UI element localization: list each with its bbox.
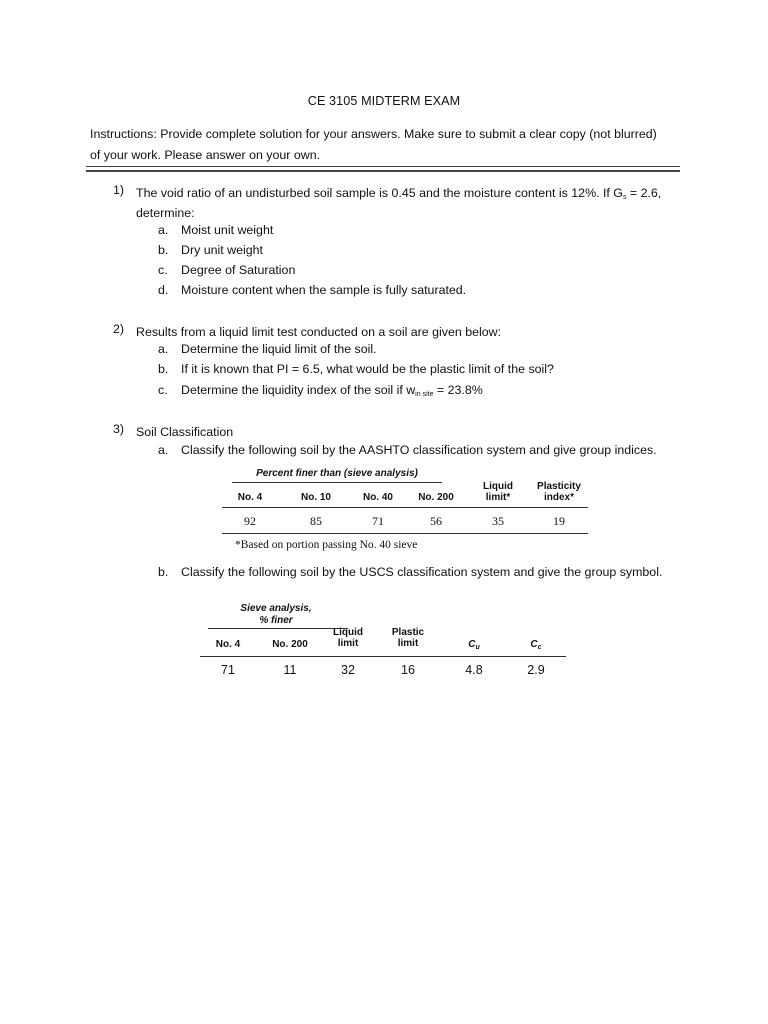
- header-line: index*: [543, 492, 574, 503]
- header-line: limit: [337, 638, 359, 649]
- col-header-cu: [448, 639, 500, 650]
- sub-letter: a.: [158, 443, 169, 457]
- header-symbol: C: [530, 639, 538, 650]
- question-stem: Soil Classification: [136, 425, 234, 439]
- col-header: No. 200: [272, 639, 308, 650]
- sub-question: [158, 243, 263, 257]
- sub-question: [158, 362, 554, 376]
- header-line: Plasticity: [537, 481, 581, 492]
- col-header-plastic-limit: [382, 627, 434, 649]
- header-line: limit*: [485, 492, 511, 503]
- col-header: No. 4: [237, 492, 263, 503]
- col-header: No. 4: [215, 639, 241, 650]
- sub-text: Determine the liquid limit of the soil.: [181, 342, 377, 356]
- divider-thick: [86, 170, 680, 172]
- question-stem: Results from a liquid limit test conducted on a soil are given below:: [136, 325, 502, 339]
- sub-text: Degree of Saturation: [181, 263, 296, 277]
- header-line: Plastic: [391, 627, 425, 638]
- header-line: limit: [397, 638, 419, 649]
- col-header-liquid-limit: [322, 627, 374, 649]
- table-footnote: *Based on portion passing No. 40 sieve: [235, 539, 418, 551]
- col-header: No. 40: [362, 492, 393, 503]
- sub-letter: c.: [158, 383, 168, 397]
- table-cell: 71: [221, 663, 235, 677]
- sub-letter: a.: [158, 223, 169, 237]
- table-cell: 32: [341, 663, 355, 677]
- table-cell: 11: [283, 663, 297, 677]
- header-line: Liquid: [333, 627, 363, 638]
- caption-line: % finer: [259, 615, 293, 626]
- table-cell: 85: [310, 514, 322, 528]
- sub-letter: b.: [158, 362, 169, 376]
- sub-letter: a.: [158, 342, 169, 356]
- table-cell: 92: [244, 514, 256, 528]
- sub-letter: b.: [158, 243, 169, 257]
- stem-text-line-2: determine:: [136, 206, 195, 220]
- table-caption: Percent finer than (sieve analysis): [256, 468, 418, 479]
- instructions-line-2: of your work. Please answer on your own.: [90, 148, 321, 162]
- caption-line: Sieve analysis,: [240, 603, 312, 614]
- table-cell: 19: [553, 514, 565, 528]
- sub-text: Dry unit weight: [181, 243, 263, 257]
- header-subscript: u: [475, 644, 480, 651]
- sub-question: [158, 263, 295, 277]
- table-cell: 71: [372, 514, 384, 528]
- sub-text: Classify the following soil by the USCS classification system and give the group symbol.: [181, 565, 663, 579]
- caption-underline: [232, 482, 442, 483]
- col-header-liquid-limit: [470, 481, 526, 503]
- stem-subscript: s: [622, 194, 627, 201]
- question-number: 3): [113, 422, 125, 436]
- header-rule: [200, 656, 566, 657]
- instructions-line-1: Instructions: Provide complete solution for your answers. Make sure to submit a clear copy (not blurred): [90, 127, 657, 141]
- table-caption: [200, 603, 352, 627]
- sub-question: [158, 283, 466, 297]
- sub-letter: d.: [158, 283, 169, 297]
- table-cell: 4.8: [465, 663, 483, 677]
- header-symbol: C: [468, 639, 476, 650]
- table-cell: 16: [401, 663, 415, 677]
- sub-text-end: = 23.8%: [433, 383, 483, 397]
- sub-question: [158, 342, 377, 356]
- question-number: 2): [113, 322, 125, 336]
- table-cell: 56: [430, 514, 442, 528]
- question-stem: [136, 183, 696, 223]
- sub-question-a: [158, 443, 657, 457]
- sub-question: [158, 223, 273, 237]
- sub-text: Classify the following soil by the AASHTO classification system and give group indices.: [181, 443, 657, 457]
- sub-question: [158, 383, 483, 397]
- header-subscript: c: [537, 644, 542, 651]
- instructions: [90, 124, 690, 166]
- col-header: No. 10: [300, 492, 331, 503]
- col-header-cc: [510, 639, 562, 650]
- sub-text: Moist unit weight: [181, 223, 274, 237]
- question-number: 1): [113, 183, 125, 197]
- sub-text: If it is known that PI = 6.5, what would be the plastic limit of the soil?: [181, 362, 554, 376]
- sub-subscript: in site: [415, 391, 434, 398]
- table-cell: 35: [492, 514, 504, 528]
- sub-text: Moisture content when the sample is fully saturated.: [181, 283, 467, 297]
- stem-text-end: = 2.6,: [626, 186, 662, 200]
- col-header-plasticity-index: [528, 481, 590, 503]
- divider-thin: [86, 166, 680, 167]
- bottom-rule: [222, 533, 588, 534]
- exam-title: CE 3105 MIDTERM EXAM: [307, 94, 461, 108]
- uscs-table: [200, 600, 566, 690]
- sub-letter: b.: [158, 565, 169, 579]
- table-cell: 2.9: [527, 663, 545, 677]
- sub-text: Determine the liquidity index of the soil if w: [181, 383, 416, 397]
- sub-question-b: [158, 565, 662, 579]
- stem-text: The void ratio of an undisturbed soil sample is 0.45 and the moisture content is 12%. If G: [136, 186, 623, 200]
- header-rule: [222, 507, 588, 508]
- sub-letter: c.: [158, 263, 168, 277]
- header-line: Liquid: [483, 481, 513, 492]
- col-header: No. 200: [418, 492, 454, 503]
